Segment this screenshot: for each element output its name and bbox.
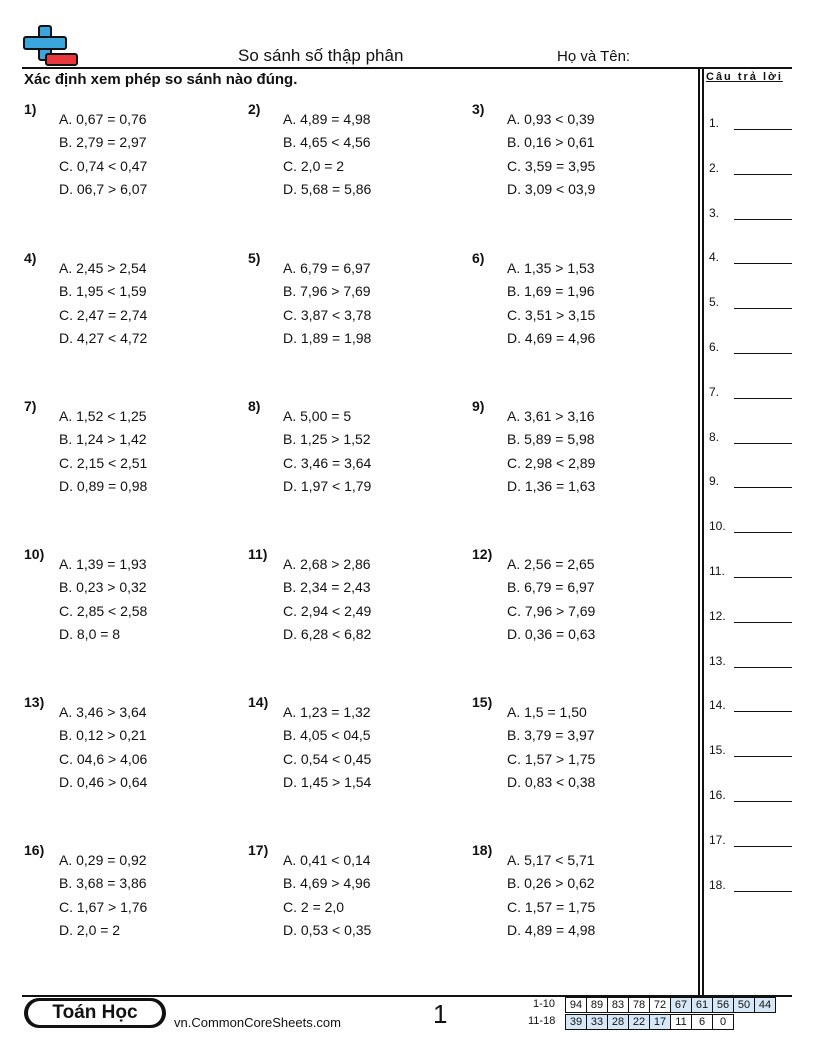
problem-option: A. 2,68 > 2,86 xyxy=(283,556,371,572)
problem-number: 8) xyxy=(248,398,261,414)
score-table xyxy=(565,1014,734,1030)
problem-option: A. 0,41 < 0,14 xyxy=(283,852,371,868)
page-number: 1 xyxy=(433,999,448,1029)
problem-option: D. 0,83 < 0,38 xyxy=(507,773,596,790)
answer-number: 6. xyxy=(709,340,720,354)
problem-number: 3) xyxy=(472,101,485,117)
answer-row xyxy=(709,340,793,356)
answer-blank[interactable] xyxy=(734,756,792,757)
score-cell: 67 xyxy=(671,998,692,1013)
problem-option: D. 4,27 < 4,72 xyxy=(59,329,148,346)
answer-column-border xyxy=(702,67,704,997)
problem-option: C. 3,59 = 3,95 xyxy=(507,157,596,174)
problem-option: B. 0,26 > 0,62 xyxy=(507,875,595,892)
problem-number: 1) xyxy=(24,101,37,117)
answer-blank[interactable] xyxy=(734,353,792,354)
problem-options xyxy=(59,553,147,646)
answer-blank[interactable] xyxy=(734,846,792,847)
problem-option: A. 1,35 > 1,53 xyxy=(507,260,595,276)
problem-option: A. 0,29 = 0,92 xyxy=(59,852,147,868)
problem-option: D. 6,28 < 6,82 xyxy=(283,625,372,642)
problem-option: C. 04,6 > 4,06 xyxy=(59,750,148,767)
answer-blank[interactable] xyxy=(734,532,792,533)
problem-option: A. 3,61 > 3,16 xyxy=(507,408,595,424)
answer-row xyxy=(709,250,793,266)
answer-row xyxy=(709,295,793,311)
answer-row xyxy=(709,385,793,401)
score-cell: 56 xyxy=(713,998,734,1013)
answer-row xyxy=(709,878,793,894)
score-cell: 50 xyxy=(734,998,755,1013)
problem-option: D. 3,09 < 03,9 xyxy=(507,180,596,197)
answer-column-border xyxy=(698,67,700,997)
score-cell: 83 xyxy=(608,998,629,1013)
problem-option: D. 0,53 < 0,35 xyxy=(283,921,372,938)
answer-blank[interactable] xyxy=(734,308,792,309)
answer-number: 3. xyxy=(709,205,720,220)
problem-option: A. 5,00 = 5 xyxy=(283,408,352,424)
answer-number: 9. xyxy=(709,474,720,489)
problem-option: D. 1,97 < 1,79 xyxy=(283,477,372,494)
problem-options xyxy=(283,849,371,942)
problem-option: C. 2,98 < 2,89 xyxy=(507,454,596,471)
score-table xyxy=(565,997,776,1013)
problem-option: A. 2,56 = 2,65 xyxy=(507,556,595,572)
problem-option: C. 3,46 = 3,64 xyxy=(283,454,372,471)
score-cell: 28 xyxy=(608,1015,629,1030)
problem-options xyxy=(507,257,595,350)
name-label: Họ và Tên: xyxy=(557,48,631,65)
problem-option: A. 1,52 < 1,25 xyxy=(59,408,147,424)
problem-option: D. 1,45 > 1,54 xyxy=(283,773,372,790)
answer-row xyxy=(709,519,793,535)
problem-number: 2) xyxy=(248,101,261,117)
problem-option: B. 0,23 > 0,32 xyxy=(59,579,147,596)
answer-row xyxy=(709,430,793,446)
instructions: Xác định xem phép so sánh nào đúng. xyxy=(24,71,298,88)
problem-options xyxy=(507,405,595,498)
problem-option: D. 4,89 = 4,98 xyxy=(507,921,596,938)
problem-option: B. 6,79 = 6,97 xyxy=(507,579,595,596)
problem-option: B. 0,12 > 0,21 xyxy=(59,727,147,744)
problem-number: 17) xyxy=(248,842,269,858)
problem-options xyxy=(507,553,595,646)
problem-option: B. 3,68 = 3,86 xyxy=(59,875,147,892)
problem-option: A. 1,5 = 1,50 xyxy=(507,704,587,720)
problem-number: 5) xyxy=(248,250,261,266)
score-row-label: 1-10 xyxy=(533,998,556,1010)
problem-option: B. 1,95 < 1,59 xyxy=(59,283,147,300)
answer-blank[interactable] xyxy=(734,711,792,712)
problem-options xyxy=(283,405,371,498)
problem-option: B. 5,89 = 5,98 xyxy=(507,431,595,448)
problem-option: A. 1,23 = 1,32 xyxy=(283,704,371,720)
problem-options xyxy=(59,849,147,942)
answer-number: 2. xyxy=(709,160,720,175)
site-url: vn.CommonCoreSheets.com xyxy=(174,1015,341,1030)
score-cell: 17 xyxy=(650,1015,671,1030)
problem-option: A. 6,79 = 6,97 xyxy=(283,260,371,276)
problem-options xyxy=(507,701,595,794)
problem-option: B. 1,69 = 1,96 xyxy=(507,283,595,300)
problem-number: 7) xyxy=(24,398,37,414)
score-cell: 61 xyxy=(692,998,713,1013)
problem-option: B. 4,65 < 4,56 xyxy=(283,134,371,151)
problem-option: C. 1,57 > 1,75 xyxy=(507,750,596,767)
answer-number: 15. xyxy=(709,743,726,758)
answer-number: 1. xyxy=(709,116,720,130)
answer-blank[interactable] xyxy=(734,219,792,220)
problem-option: D. 1,36 = 1,63 xyxy=(507,477,596,494)
problem-option: D. 06,7 > 6,07 xyxy=(59,180,148,197)
score-cell: 33 xyxy=(587,1015,608,1030)
problem-option: B. 1,25 > 1,52 xyxy=(283,431,371,448)
problem-options xyxy=(59,405,147,498)
answer-blank[interactable] xyxy=(734,577,792,578)
plus-minus-logo-icon xyxy=(22,24,80,70)
problem-options xyxy=(283,553,371,646)
problem-option: D. 0,89 = 0,98 xyxy=(59,477,148,494)
answer-row xyxy=(709,788,793,804)
problem-option: C. 7,96 > 7,69 xyxy=(507,602,596,619)
page-title: So sánh số thập phân xyxy=(238,46,404,65)
answer-row xyxy=(709,698,793,714)
score-cell: 6 xyxy=(692,1015,713,1030)
problem-option: C. 2 = 2,0 xyxy=(283,898,345,915)
problem-option: A. 0,67 = 0,76 xyxy=(59,111,147,127)
answer-number: 10. xyxy=(709,519,726,534)
problem-option: C. 0,74 < 0,47 xyxy=(59,157,148,174)
answer-number: 12. xyxy=(709,608,726,623)
problem-options xyxy=(59,108,147,201)
brand-badge xyxy=(24,998,166,1028)
problem-option: C. 2,15 < 2,51 xyxy=(59,454,148,471)
score-cell: 39 xyxy=(566,1015,587,1030)
problem-number: 4) xyxy=(24,250,37,266)
problem-option: C. 1,67 > 1,76 xyxy=(59,898,148,915)
problem-option: D. 5,68 = 5,86 xyxy=(283,180,372,197)
problem-option: C. 2,0 = 2 xyxy=(283,157,345,174)
problem-option: B. 0,16 > 0,61 xyxy=(507,134,595,151)
problem-number: 9) xyxy=(472,398,485,414)
score-cell: 0 xyxy=(713,1015,734,1030)
answer-number: 18. xyxy=(709,877,726,892)
brand-label: Toán Học xyxy=(28,1001,162,1025)
score-cell: 22 xyxy=(629,1015,650,1030)
problem-option: B. 1,24 > 1,42 xyxy=(59,431,147,448)
problem-number: 10) xyxy=(24,546,45,562)
problem-option: B. 2,79 = 2,97 xyxy=(59,134,147,151)
score-cell: 44 xyxy=(755,998,776,1013)
problem-option: A. 3,46 > 3,64 xyxy=(59,704,147,720)
problem-option: B. 2,34 = 2,43 xyxy=(283,579,371,596)
answer-number: 8. xyxy=(709,429,720,444)
answer-row xyxy=(709,654,793,670)
problem-number: 6) xyxy=(472,250,485,266)
problem-option: A. 0,93 < 0,39 xyxy=(507,111,595,127)
answer-blank[interactable] xyxy=(734,801,792,802)
answer-number: 7. xyxy=(709,384,720,399)
answer-number: 5. xyxy=(709,295,720,310)
answer-blank[interactable] xyxy=(734,398,792,399)
problem-options xyxy=(283,108,371,201)
answer-row xyxy=(709,833,793,849)
problem-number: 12) xyxy=(472,546,493,562)
problem-number: 16) xyxy=(24,842,45,858)
problem-number: 14) xyxy=(248,694,269,710)
answer-heading: Câu trả lời xyxy=(706,71,783,83)
problem-option: C. 3,87 < 3,78 xyxy=(283,306,372,323)
problem-option: B. 4,69 > 4,96 xyxy=(283,875,371,892)
problem-option: C. 2,94 < 2,49 xyxy=(283,602,372,619)
answer-number: 13. xyxy=(709,653,726,668)
answer-row xyxy=(709,743,793,759)
header-divider xyxy=(22,67,792,69)
score-cell: 94 xyxy=(566,998,587,1013)
answer-blank[interactable] xyxy=(734,129,792,130)
answer-blank[interactable] xyxy=(734,174,792,175)
problem-options xyxy=(59,701,147,794)
problem-option: A. 5,17 < 5,71 xyxy=(507,852,595,868)
answer-row xyxy=(709,206,793,222)
problem-option: D. 0,46 > 0,64 xyxy=(59,773,148,790)
problem-option: C. 2,85 < 2,58 xyxy=(59,602,148,619)
answer-number: 17. xyxy=(709,832,726,847)
problem-options xyxy=(59,257,147,350)
score-cell: 11 xyxy=(671,1015,692,1030)
problem-number: 11) xyxy=(248,546,268,562)
problem-options xyxy=(507,849,595,942)
answer-number: 16. xyxy=(709,788,726,802)
score-cell: 78 xyxy=(629,998,650,1013)
problem-option: A. 1,39 = 1,93 xyxy=(59,556,147,572)
problem-option: D. 0,36 = 0,63 xyxy=(507,625,596,642)
problem-number: 18) xyxy=(472,842,493,858)
problem-option: B. 7,96 > 7,69 xyxy=(283,283,371,300)
answer-blank[interactable] xyxy=(734,443,792,444)
problem-option: D. 2,0 = 2 xyxy=(59,921,121,938)
problem-option: B. 4,05 < 04,5 xyxy=(283,727,371,744)
problem-option: D. 1,89 = 1,98 xyxy=(283,329,372,346)
problem-options xyxy=(283,701,371,794)
answer-number: 11. xyxy=(709,564,725,578)
problem-option: C. 1,57 = 1,75 xyxy=(507,898,596,915)
score-cell: 89 xyxy=(587,998,608,1013)
answer-number: 14. xyxy=(709,698,726,713)
answer-number: 4. xyxy=(709,250,720,265)
problem-option: A. 2,45 > 2,54 xyxy=(59,260,147,276)
answer-blank[interactable] xyxy=(734,667,792,668)
problem-number: 13) xyxy=(24,694,45,710)
answer-row xyxy=(709,116,793,132)
answer-blank[interactable] xyxy=(734,891,792,892)
problem-options xyxy=(507,108,595,201)
problem-option: C. 3,51 > 3,15 xyxy=(507,306,596,323)
problem-options xyxy=(283,257,371,350)
problem-option: D. 8,0 = 8 xyxy=(59,625,121,642)
score-cell: 72 xyxy=(650,998,671,1013)
problem-option: A. 4,89 = 4,98 xyxy=(283,111,371,127)
answer-blank[interactable] xyxy=(734,263,792,264)
problem-option: C. 2,47 = 2,74 xyxy=(59,306,148,323)
answer-row xyxy=(709,161,793,177)
problem-option: B. 3,79 = 3,97 xyxy=(507,727,595,744)
problem-option: D. 4,69 = 4,96 xyxy=(507,329,596,346)
answer-blank[interactable] xyxy=(734,622,792,623)
answer-row xyxy=(709,609,793,625)
answer-row xyxy=(709,474,793,490)
score-row-label: 11-18 xyxy=(528,1015,556,1027)
problem-number: 15) xyxy=(472,694,493,710)
answer-row xyxy=(709,564,793,580)
problem-option: C. 0,54 < 0,45 xyxy=(283,750,372,767)
answer-blank[interactable] xyxy=(734,487,792,488)
